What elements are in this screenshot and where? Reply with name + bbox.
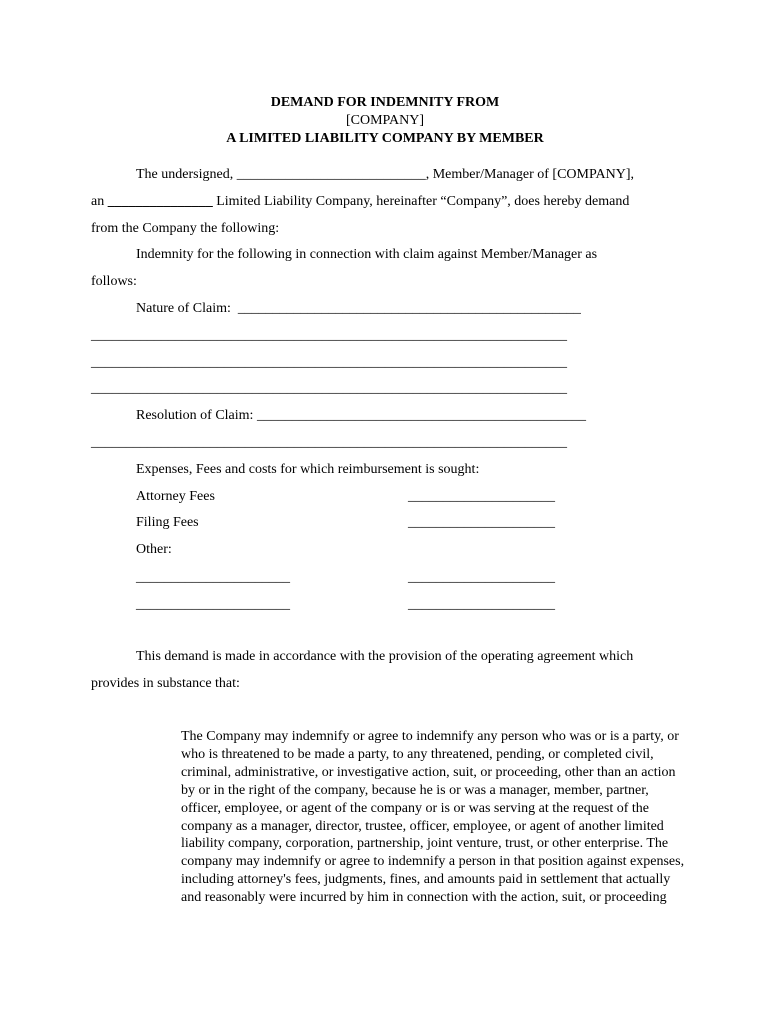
indemnity-line-1: Indemnity for the following in connection with claim against Member/Manager as	[136, 247, 598, 262]
resolution-blank-line: ____________________________________________________________________	[91, 435, 567, 450]
other-label: Other:	[136, 542, 172, 557]
intro-line-2-prefix: an	[91, 194, 108, 209]
operating-agreement-quote: The Company may indemnify or agree to indemnify any person who was or is a party, or who is threatened to be made a party, to any threatened, pending, or completed civil, criminal, administrative, or investigative action, suit, or proceeding, other than an action by or in the right of the company, because he is or was a manager, member, partner, officer, employee, or agent of the company or is or was serving at the request of the company as a manager, director, trustee, officer, employee, or agent of another limited liability company, corporation, partnership, joint venture, trust, or other enterprise. The company may indemnify or agree to indemnify a person in that position against expenses, including attorney's fees, judgments, fines, and amounts paid in settlement that actually and reasonably were incurred by him in connection with the action, suit, or proceeding	[181, 729, 685, 906]
other-amount-blank-2: _____________________	[408, 597, 555, 612]
state-blank: _______________	[107, 194, 213, 209]
intro-line-1: The undersigned, ___________________________, Member/Manager of [COMPANY],	[136, 167, 634, 182]
filing-fees-blank: _____________________	[408, 515, 555, 530]
attorney-fees-label: Attorney Fees	[136, 489, 215, 504]
title-line-3: A LIMITED LIABILITY COMPANY BY MEMBER	[226, 131, 544, 146]
other-item-blank-1: ______________________	[136, 570, 290, 585]
demand-line-1: This demand is made in accordance with the provision of the operating agreement which	[136, 649, 634, 664]
indemnity-line-2: follows:	[91, 274, 137, 289]
other-item-blank-2: ______________________	[136, 597, 290, 612]
claim-blank-line-3: ____________________________________________________________________	[91, 381, 567, 396]
claim-blank-line-1: ____________________________________________________________________	[91, 328, 567, 343]
title-line-1: DEMAND FOR INDEMNITY FROM	[270, 95, 500, 110]
intro-line-2	[91, 193, 629, 211]
intro-line-3: from the Company the following:	[91, 221, 280, 236]
other-amount-blank-1: _____________________	[408, 570, 555, 585]
expenses-heading: Expenses, Fees and costs for which reimbursement is sought:	[136, 462, 480, 477]
demand-line-2: provides in substance that:	[91, 676, 240, 691]
resolution-of-claim: Resolution of Claim: _______________________________________________	[136, 408, 586, 423]
claim-blank-line-2: ____________________________________________________________________	[91, 355, 567, 370]
title-line-2: [COMPANY]	[345, 113, 425, 128]
nature-of-claim: Nature of Claim: _________________________________________________	[136, 301, 581, 316]
filing-fees-label: Filing Fees	[136, 515, 199, 530]
intro-line-2-suffix: Limited Liability Company, hereinafter “Company”, does hereby demand	[212, 194, 630, 209]
attorney-fees-blank: _____________________	[408, 489, 555, 504]
